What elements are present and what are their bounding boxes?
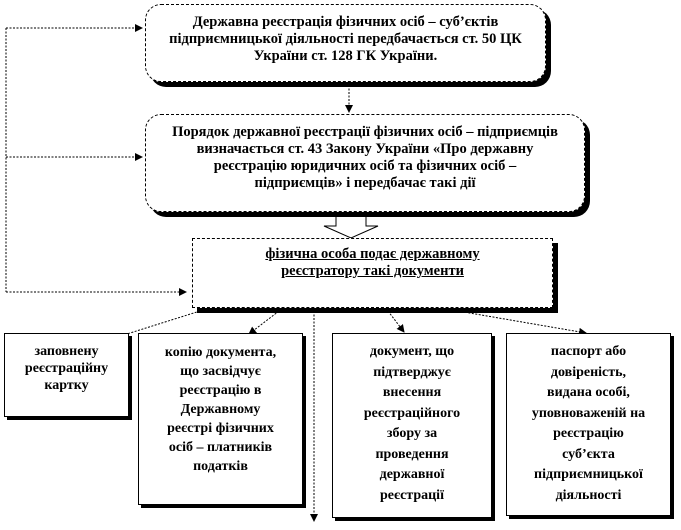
arrow-to-doc-3 — [388, 311, 404, 332]
document-line: документ, що — [369, 344, 455, 359]
document-line: збору за — [386, 426, 438, 441]
document-line: підприємницької — [534, 467, 643, 482]
docs-submission-box — [192, 238, 553, 308]
arrow-to-doc-4 — [458, 311, 586, 333]
middle-box-registration-procedure — [145, 114, 585, 212]
docs-box-line: реєстратору такі документи — [281, 263, 464, 279]
document-line: реєстраційну — [24, 361, 109, 376]
top-box-legal-basis — [145, 4, 546, 82]
document-line: реєстрацію — [553, 426, 624, 441]
document-line: видана особі, — [547, 385, 630, 400]
document-registration-fee-proof — [332, 333, 492, 518]
document-line: проведення — [375, 446, 449, 462]
docs-box-line: фізична особа подає державному — [265, 246, 480, 262]
document-registration-card — [4, 333, 129, 417]
top-box-line: Державна реєстрація фізичних осіб – суб’єктів — [192, 14, 499, 30]
arrow-to-doc-2 — [249, 311, 279, 334]
document-line: картку — [44, 378, 89, 393]
top-box-line: підприємницької діяльності передбачається ст. 50 ЦК — [169, 31, 522, 47]
document-line: Державному — [180, 402, 261, 417]
document-line: реєстрації — [380, 487, 444, 503]
document-line: паспорт або — [550, 344, 627, 359]
middle-box-line: Порядок державної реєстрації фізичних осіб – підприємців — [172, 124, 558, 140]
document-line: реєстрі фізичних — [167, 421, 274, 436]
document-line: заповнену — [34, 344, 99, 359]
middle-box-line: підприємців» і передбачає такі дії — [254, 175, 476, 191]
document-line: податків — [193, 459, 248, 474]
document-line: уповноваженій на — [531, 405, 646, 421]
document-line: що засвідчує — [180, 364, 261, 379]
middle-box-line: реєстрацію юридичних осіб та фізичних осіб – — [213, 158, 517, 174]
document-line: державної — [379, 467, 445, 482]
middle-box-line: визначається ст. 43 Закону України «Про державну — [196, 141, 534, 157]
document-line: діяльності — [555, 487, 622, 503]
top-box-line: України ст. 128 ГК України. — [253, 48, 438, 64]
block-arrow-middle-to-docs — [324, 215, 378, 238]
document-passport-or-power-of-attorney — [506, 333, 671, 516]
document-line: довіреність, — [550, 364, 627, 380]
document-line: підтверджує — [373, 364, 451, 380]
document-line: осіб – платників — [168, 440, 273, 455]
document-line: реєстрацію в — [179, 383, 262, 398]
document-line: копію документа, — [164, 345, 277, 360]
document-line: реєстраційного — [363, 405, 461, 421]
document-line: суб’єкта — [562, 446, 615, 462]
document-taxpayer-registry-copy — [138, 333, 303, 505]
document-line: внесення — [382, 385, 442, 400]
